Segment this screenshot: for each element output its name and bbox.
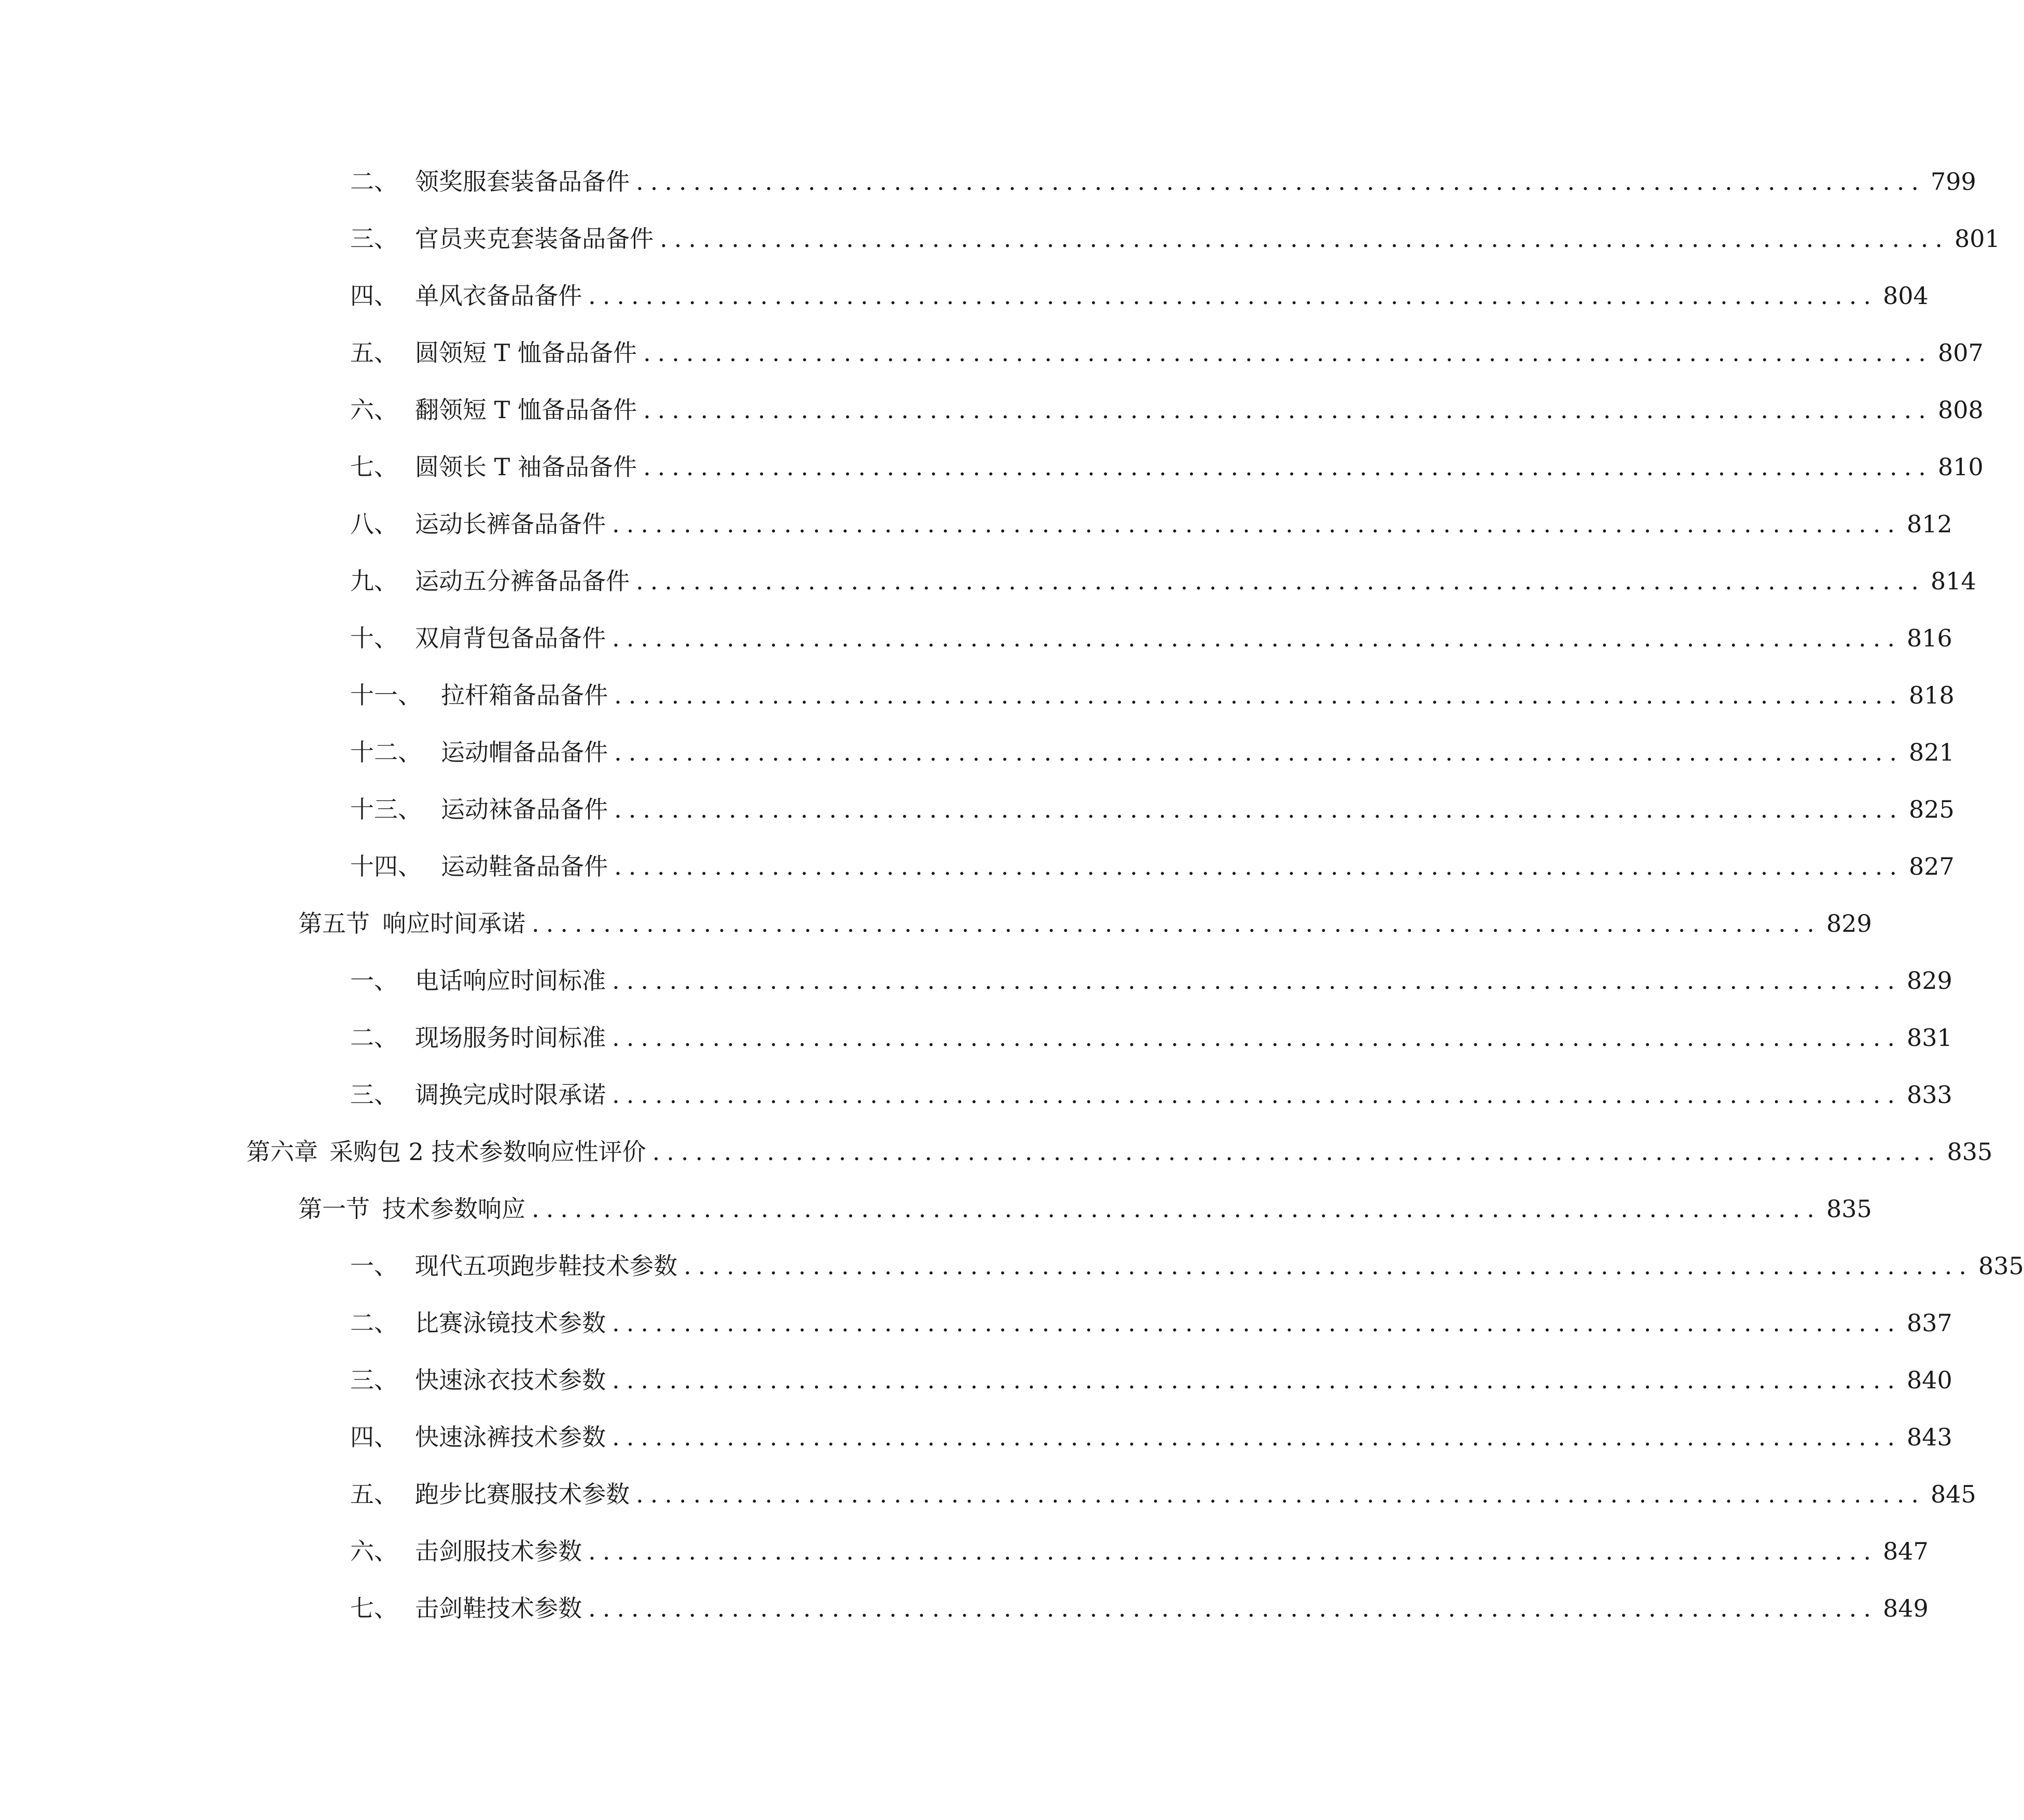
- dot-leader: ..........................................................................................: [614, 795, 1904, 823]
- toc-entry-page: 840: [1907, 1366, 1952, 1394]
- toc-entry[interactable]: [350, 503, 1952, 545]
- toc-entry[interactable]: [350, 789, 1954, 830]
- toc-entry-title: 运动长裤备品备件: [415, 510, 606, 538]
- dot-leader: ..........................................................................................: [612, 510, 1902, 538]
- toc-entry[interactable]: [350, 1245, 2024, 1287]
- toc-entry-number: 十一、: [350, 681, 422, 709]
- toc-entry-section[interactable]: [298, 903, 1872, 944]
- toc-entry-page: 827: [1909, 852, 1954, 880]
- toc-entry[interactable]: [350, 446, 1984, 488]
- toc-entry[interactable]: [350, 1017, 1952, 1058]
- dot-leader: ..........................................................................................: [588, 1537, 1878, 1565]
- dot-leader: ..........................................................................................: [612, 1081, 1902, 1109]
- toc-entry-number: 五、: [350, 1480, 398, 1508]
- toc-entry-title: 圆领长 T 袖备品备件: [415, 453, 637, 481]
- toc-entry-number: 十、: [350, 624, 398, 652]
- dot-leader: ..........................................................................................: [684, 1252, 1973, 1280]
- toc-entry-number: 第六章: [246, 1138, 318, 1166]
- toc-entry[interactable]: [350, 1473, 1976, 1515]
- dot-leader: ..........................................................................................: [612, 1309, 1902, 1337]
- toc-entry-number: 四、: [350, 282, 398, 310]
- dot-leader: ..........................................................................................: [614, 852, 1904, 880]
- toc-entry-title: 采购包 2 技术参数响应性评价: [329, 1138, 646, 1166]
- toc-entry-title: 拉杆箱备品备件: [441, 681, 608, 709]
- dot-leader: ..........................................................................................: [612, 1423, 1902, 1451]
- toc-entry-number: 第一节: [298, 1195, 370, 1223]
- dot-leader: ..........................................................................................: [532, 909, 1821, 937]
- toc-entry-title: 单风衣备品备件: [415, 282, 582, 310]
- toc-entry-title: 圆领短 T 恤备品备件: [415, 339, 637, 367]
- toc-entry-title: 双肩背包备品备件: [415, 624, 606, 652]
- toc-entry[interactable]: [350, 332, 1984, 374]
- toc-entry[interactable]: [350, 960, 1952, 1001]
- toc-entry-page: 821: [1909, 738, 1954, 766]
- toc-entry-title: 现代五项跑步鞋技术参数: [415, 1252, 677, 1280]
- toc-entry[interactable]: [350, 732, 1954, 773]
- toc-entry-number: 七、: [350, 1594, 398, 1622]
- toc-entry-page: 835: [1978, 1252, 2024, 1280]
- dot-leader: ..........................................................................................: [614, 681, 1904, 709]
- dot-leader: ..........................................................................................: [636, 168, 1925, 196]
- toc-entry[interactable]: [350, 617, 1952, 659]
- toc-entry-title: 击剑鞋技术参数: [415, 1594, 582, 1622]
- toc-entry-title: 快速泳裤技术参数: [415, 1423, 606, 1451]
- toc-entry-title: 运动帽备品备件: [441, 738, 608, 766]
- toc-entry-number: 十三、: [350, 795, 422, 823]
- toc-entry-page: 829: [1907, 967, 1952, 995]
- toc-entry-page: 814: [1931, 567, 1976, 595]
- toc-entry-title: 运动五分裤备品备件: [415, 567, 630, 595]
- dot-leader: ..........................................................................................: [643, 339, 1933, 367]
- toc-entry-page: 808: [1937, 396, 1984, 424]
- toc-entry-number: 三、: [350, 1366, 398, 1394]
- toc-entry-chapter[interactable]: [246, 1131, 1993, 1173]
- toc-entry-number: 七、: [350, 453, 398, 481]
- toc-entry-title: 现场服务时间标准: [415, 1024, 606, 1052]
- toc-entry-page: 804: [1883, 282, 1929, 310]
- toc-entry[interactable]: [350, 1588, 1929, 1629]
- dot-leader: ..........................................................................................: [636, 1480, 1925, 1508]
- toc-entry-number: 四、: [350, 1423, 398, 1451]
- dot-leader: ..........................................................................................: [612, 624, 1902, 652]
- dot-leader: ..........................................................................................: [532, 1195, 1821, 1223]
- toc-entry[interactable]: [350, 1416, 1952, 1458]
- toc-entry[interactable]: [350, 846, 1954, 887]
- dot-leader: ..........................................................................................: [614, 738, 1904, 766]
- toc-entry-number: 六、: [350, 1537, 398, 1565]
- dot-leader: ..........................................................................................: [636, 567, 1925, 595]
- toc-entry-page: 849: [1883, 1594, 1929, 1622]
- dot-leader: ..........................................................................................: [643, 453, 1933, 481]
- toc-entry-page: 801: [1954, 225, 2000, 253]
- dot-leader: ..........................................................................................: [612, 1024, 1902, 1052]
- toc-entry-page: 845: [1931, 1480, 1976, 1508]
- toc-entry-page: 843: [1907, 1423, 1952, 1451]
- toc-entry-title: 技术参数响应: [382, 1195, 525, 1223]
- toc-entry-number: 九、: [350, 567, 398, 595]
- toc-entry-page: 825: [1909, 795, 1954, 823]
- dot-leader: ..........................................................................................: [612, 1366, 1902, 1394]
- toc-entry-number: 五、: [350, 339, 398, 367]
- dot-leader: ..........................................................................................: [643, 396, 1933, 424]
- toc-entry-page: 799: [1931, 168, 1976, 196]
- toc-entry[interactable]: [350, 1359, 1952, 1401]
- toc-entry-number: 十二、: [350, 738, 422, 766]
- toc-entry[interactable]: [350, 674, 1954, 716]
- dot-leader: ..........................................................................................: [588, 1594, 1878, 1622]
- toc-entry[interactable]: [350, 161, 1976, 202]
- toc-entry[interactable]: [350, 275, 1929, 316]
- toc-entry-title: 比赛泳镜技术参数: [415, 1309, 606, 1337]
- toc-entry[interactable]: [350, 1302, 1952, 1344]
- toc-entry-title: 调换完成时限承诺: [415, 1081, 606, 1109]
- dot-leader: ..........................................................................................: [660, 225, 1949, 253]
- toc-entry-title: 快速泳衣技术参数: [415, 1366, 606, 1394]
- toc-entry-number: 一、: [350, 967, 398, 995]
- toc-entry-number: 二、: [350, 1024, 398, 1052]
- toc-entry[interactable]: [350, 218, 2000, 259]
- toc-entry[interactable]: [350, 389, 1984, 431]
- toc-entry-section[interactable]: [298, 1188, 1872, 1230]
- dot-leader: ..........................................................................................: [612, 967, 1902, 995]
- toc-entry-number: 二、: [350, 168, 398, 196]
- toc-entry-page: 818: [1909, 681, 1954, 709]
- toc-entry-page: 837: [1907, 1309, 1952, 1337]
- toc-entry-page: 829: [1826, 909, 1872, 937]
- dot-leader: ..........................................................................................: [652, 1138, 1942, 1166]
- toc-entry-page: 847: [1883, 1537, 1929, 1565]
- toc-entry-title: 运动鞋备品备件: [441, 852, 608, 880]
- toc-entry-page: 833: [1907, 1081, 1952, 1109]
- toc-entry-title: 电话响应时间标准: [415, 967, 606, 995]
- toc-entry-number: 十四、: [350, 852, 422, 880]
- toc-entry-page: 831: [1907, 1024, 1952, 1052]
- toc-entry-number: 二、: [350, 1309, 398, 1337]
- toc-entry-page: 835: [1947, 1138, 1993, 1166]
- toc-entry-title: 跑步比赛服技术参数: [415, 1480, 630, 1508]
- toc-entry-title: 运动袜备品备件: [441, 795, 608, 823]
- toc-entry-title: 响应时间承诺: [382, 909, 525, 937]
- toc-entry[interactable]: [350, 1531, 1929, 1572]
- toc-entry-number: 三、: [350, 1081, 398, 1109]
- toc-entry-title: 领奖服套装备品备件: [415, 168, 630, 196]
- toc-entry-title: 击剑服技术参数: [415, 1537, 582, 1565]
- toc-entry-page: 807: [1937, 339, 1984, 367]
- dot-leader: ..........................................................................................: [588, 282, 1878, 310]
- toc-entry-number: 三、: [350, 225, 398, 253]
- toc-entry-number: 六、: [350, 396, 398, 424]
- toc-entry-title: 官员夹克套装备品备件: [415, 225, 654, 253]
- toc-entry-page: 816: [1907, 624, 1952, 652]
- toc-entry-number: 第五节: [298, 909, 370, 937]
- toc-entry-number: 八、: [350, 510, 398, 538]
- toc-entry-page: 812: [1907, 510, 1952, 538]
- toc-entry-title: 翻领短 T 恤备品备件: [415, 396, 637, 424]
- toc-entry-page: 835: [1826, 1195, 1872, 1223]
- toc-entry-number: 一、: [350, 1252, 398, 1280]
- toc-entry-page: 810: [1937, 453, 1984, 481]
- toc-entry[interactable]: [350, 1074, 1952, 1115]
- toc-entry[interactable]: [350, 560, 1976, 602]
